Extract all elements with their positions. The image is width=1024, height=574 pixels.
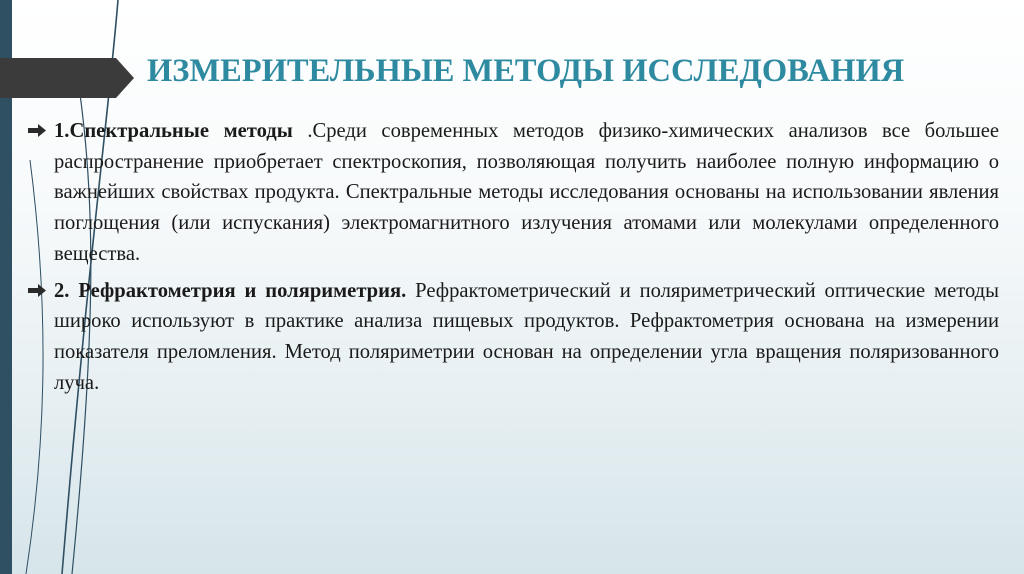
paragraph-refractometry-polarimetry [54, 276, 999, 399]
bullet-arrow-icon [28, 284, 46, 297]
slide-content [54, 116, 999, 404]
title-tab-decoration [0, 58, 134, 98]
paragraph-spectral-methods [54, 116, 999, 270]
bullet-arrow-icon [28, 124, 46, 137]
paragraph-lead: 1.Спектральные методы [54, 120, 293, 142]
paragraph-lead: 2. Рефрактометрия и поляриметрия. [54, 279, 407, 302]
paragraph-body: .Среди современных методов физико-химических анализов все большее распространение приобретает спектроскопия, позволяющая получить наиболее полную информацию о важнейших свойствах продукта. Спектральные методы исследования основаны на использовании явления поглощения (или испускания) электромагнитного излучения атомами или молекулами определенного вещества. [54, 120, 999, 265]
paragraph-body: Рефрактометрический и поляриметрический оптические методы широко используют в практике анализа пищевых продуктов. Рефрактометрия основана на измерении показателя преломления. Метод поляриметрии основан на определении угла вращения поляризованного луча. [54, 279, 999, 394]
slide-title: ИЗМЕРИТЕЛЬНЫЕ МЕТОДЫ ИССЛЕДОВАНИЯ [147, 53, 905, 89]
